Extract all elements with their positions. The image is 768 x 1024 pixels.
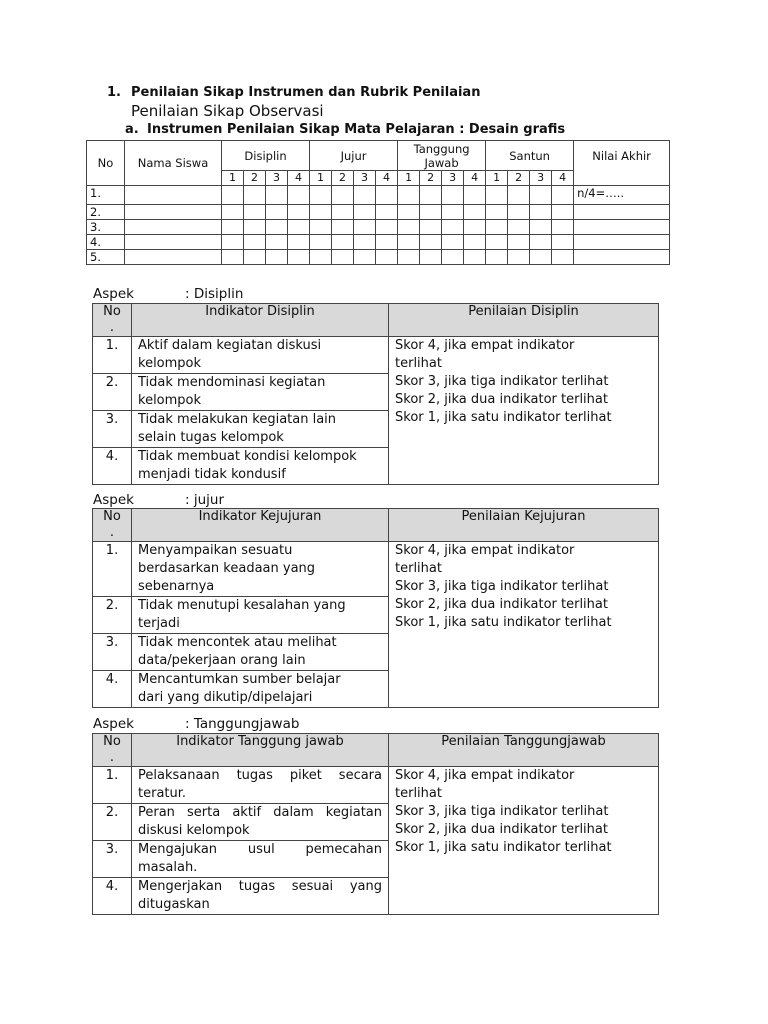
- indicator-text: [132, 374, 389, 411]
- row-number: 2.: [87, 205, 125, 220]
- no-header: [93, 734, 132, 767]
- final-score-formula: n/4=…..: [574, 186, 670, 205]
- row-number: 3.: [87, 220, 125, 235]
- aspect-header-jujur: Jujur: [310, 141, 398, 171]
- row-number: 1.: [87, 186, 125, 205]
- indicator-text: [132, 634, 389, 671]
- indicator-line: Peran serta aktif dalam kegiatan: [138, 805, 382, 820]
- section-subtitle: Penilaian Sikap Observasi: [131, 102, 324, 120]
- aspect-value: : Disiplin: [185, 286, 244, 302]
- aspect-label: Aspek: [93, 716, 134, 732]
- indicator-text: [132, 804, 389, 841]
- table-row: [87, 250, 670, 265]
- row-number: 5.: [87, 250, 125, 265]
- score-line: Skor 1, jika satu indikator terlihat: [395, 410, 612, 425]
- indicator-line: Aktif dalam kegiatan diskusi: [138, 338, 322, 353]
- score-line: Skor 2, jika dua indikator terlihat: [395, 597, 608, 612]
- score-col: 2: [332, 171, 354, 186]
- indicator-line: Tidak menutupi kesalahan yang: [138, 598, 346, 613]
- no-header: [93, 304, 132, 337]
- no-header: No: [87, 141, 125, 186]
- indicator-text: [132, 448, 389, 485]
- aspect-label: Aspek: [93, 286, 134, 302]
- indicator-line: selain tugas kelompok: [138, 430, 284, 445]
- indicator-number: 1.: [93, 337, 132, 374]
- tanggung-line-2: Jawab: [424, 155, 459, 170]
- score-line: Skor 2, jika dua indikator terlihat: [395, 822, 608, 837]
- indicator-header: Indikator Tanggung jawab: [132, 734, 389, 767]
- indicator-number: 4.: [93, 878, 132, 915]
- aspect-value: : jujur: [185, 492, 225, 508]
- indicator-line: data/pekerjaan orang lain: [138, 653, 306, 668]
- score-line: Skor 1, jika satu indikator terlihat: [395, 615, 612, 630]
- score-rubric: [389, 337, 659, 485]
- final-score-header: Nilai Akhir: [574, 141, 670, 186]
- aspect-table-jujur: [92, 508, 659, 708]
- table-row: [87, 220, 670, 235]
- indicator-number: 3.: [93, 411, 132, 448]
- score-rubric: [389, 767, 659, 915]
- score-line: terlihat: [395, 561, 442, 576]
- score-col: 2: [420, 171, 442, 186]
- assessment-header: Penilaian Kejujuran: [389, 509, 659, 542]
- no-header-dot: .: [109, 525, 115, 540]
- table-row: [93, 542, 659, 597]
- score-col: 3: [266, 171, 288, 186]
- indicator-line: Tidak mencontek atau melihat: [138, 635, 337, 650]
- indicator-number: 4.: [93, 448, 132, 485]
- score-line: Skor 4, jika empat indikator: [395, 338, 575, 353]
- indicator-header: Indikator Kejujuran: [132, 509, 389, 542]
- score-col: 3: [442, 171, 464, 186]
- aspect-header-santun: Santun: [486, 141, 574, 171]
- indicator-text: [132, 542, 389, 597]
- indicator-line: Tidak melakukan kegiatan lain: [138, 412, 337, 427]
- indicator-text: [132, 597, 389, 634]
- table-row: [93, 767, 659, 804]
- indicator-line: Menyampaikan sesuatu: [138, 543, 293, 558]
- indicator-line: Mengerjakan tugas sesuai yang: [138, 879, 382, 894]
- indicator-number: 3.: [93, 634, 132, 671]
- indicator-line: masalah.: [138, 860, 198, 875]
- aspect-table-disiplin: [92, 303, 659, 485]
- indicator-line: ditugaskan: [138, 897, 210, 912]
- indicator-line: dari yang dikutip/dipelajari: [138, 690, 313, 705]
- aspect-label: Aspek: [93, 492, 134, 508]
- tanggung-line-1: Tanggung: [413, 141, 470, 156]
- indicator-text: [132, 841, 389, 878]
- indicator-line: menjadi tidak kondusif: [138, 467, 286, 482]
- table-row: [87, 205, 670, 220]
- aspect-value: : Tanggungjawab: [185, 716, 300, 732]
- score-col: 2: [244, 171, 266, 186]
- indicator-text: [132, 337, 389, 374]
- indicator-text: [132, 411, 389, 448]
- score-col: 1: [310, 171, 332, 186]
- indicator-line: Tidak mendominasi kegiatan: [138, 375, 326, 390]
- assessment-header: Penilaian Tanggungjawab: [389, 734, 659, 767]
- score-line: terlihat: [395, 786, 442, 801]
- score-line: Skor 3, jika tiga indikator terlihat: [395, 374, 609, 389]
- score-rubric: [389, 542, 659, 708]
- score-col: 2: [508, 171, 530, 186]
- section-number: 1.: [107, 85, 121, 100]
- indicator-line: Tidak membuat kondisi kelompok: [138, 449, 357, 464]
- indicator-line: berdasarkan keadaan yang: [138, 561, 316, 576]
- score-line: Skor 3, jika tiga indikator terlihat: [395, 804, 609, 819]
- subsection-title: Instrumen Penilaian Sikap Mata Pelajaran : Desain grafis: [147, 122, 566, 137]
- score-col: 1: [398, 171, 420, 186]
- indicator-number: 1.: [93, 767, 132, 804]
- indicator-line: sebenarnya: [138, 579, 215, 594]
- score-col: 1: [486, 171, 508, 186]
- indicator-line: teratur.: [138, 786, 187, 801]
- indicator-line: kelompok: [138, 356, 202, 371]
- score-line: Skor 4, jika empat indikator: [395, 543, 575, 558]
- indicator-line: kelompok: [138, 393, 202, 408]
- indicator-line: Pelaksanaan tugas piket secara: [138, 768, 382, 783]
- subsection-letter: a.: [125, 122, 139, 137]
- indicator-line: Mengajukan usul pemecahan: [138, 842, 382, 857]
- no-header-dot: .: [109, 320, 115, 335]
- indicator-number: 2.: [93, 597, 132, 634]
- no-header-text: No: [103, 304, 121, 319]
- indicator-number: 3.: [93, 841, 132, 878]
- score-line: terlihat: [395, 356, 442, 371]
- name-header: Nama Siswa: [125, 141, 222, 186]
- indicator-number: 2.: [93, 804, 132, 841]
- no-header: [93, 509, 132, 542]
- score-col: 1: [222, 171, 244, 186]
- table-row: [87, 235, 670, 250]
- aspect-header-tanggung-jawab: [398, 141, 486, 171]
- indicator-header: Indikator Disiplin: [132, 304, 389, 337]
- indicator-number: 1.: [93, 542, 132, 597]
- aspect-header-disiplin: Disiplin: [222, 141, 310, 171]
- score-col: 4: [464, 171, 486, 186]
- score-line: Skor 4, jika empat indikator: [395, 768, 575, 783]
- instrument-table: [86, 140, 670, 265]
- indicator-line: Mencantumkan sumber belajar: [138, 672, 341, 687]
- no-header-text: No: [103, 734, 121, 749]
- section-title: Penilaian Sikap Instrumen dan Rubrik Penilaian: [131, 85, 481, 100]
- score-line: Skor 1, jika satu indikator terlihat: [395, 840, 612, 855]
- indicator-text: [132, 671, 389, 708]
- assessment-header: Penilaian Disiplin: [389, 304, 659, 337]
- indicator-text: [132, 878, 389, 915]
- aspect-table-tanggungjawab: [92, 733, 659, 915]
- table-row: [93, 337, 659, 374]
- score-col: 4: [552, 171, 574, 186]
- table-row: [87, 186, 670, 205]
- score-col: 3: [354, 171, 376, 186]
- score-line: Skor 3, jika tiga indikator terlihat: [395, 579, 609, 594]
- no-header-text: No: [103, 509, 121, 524]
- no-header-dot: .: [109, 750, 115, 765]
- indicator-number: 2.: [93, 374, 132, 411]
- score-col: 4: [288, 171, 310, 186]
- score-col: 3: [530, 171, 552, 186]
- indicator-text: [132, 767, 389, 804]
- indicator-line: terjadi: [138, 616, 180, 631]
- indicator-number: 4.: [93, 671, 132, 708]
- row-number: 4.: [87, 235, 125, 250]
- score-line: Skor 2, jika dua indikator terlihat: [395, 392, 608, 407]
- score-col: 4: [376, 171, 398, 186]
- indicator-line: diskusi kelompok: [138, 823, 250, 838]
